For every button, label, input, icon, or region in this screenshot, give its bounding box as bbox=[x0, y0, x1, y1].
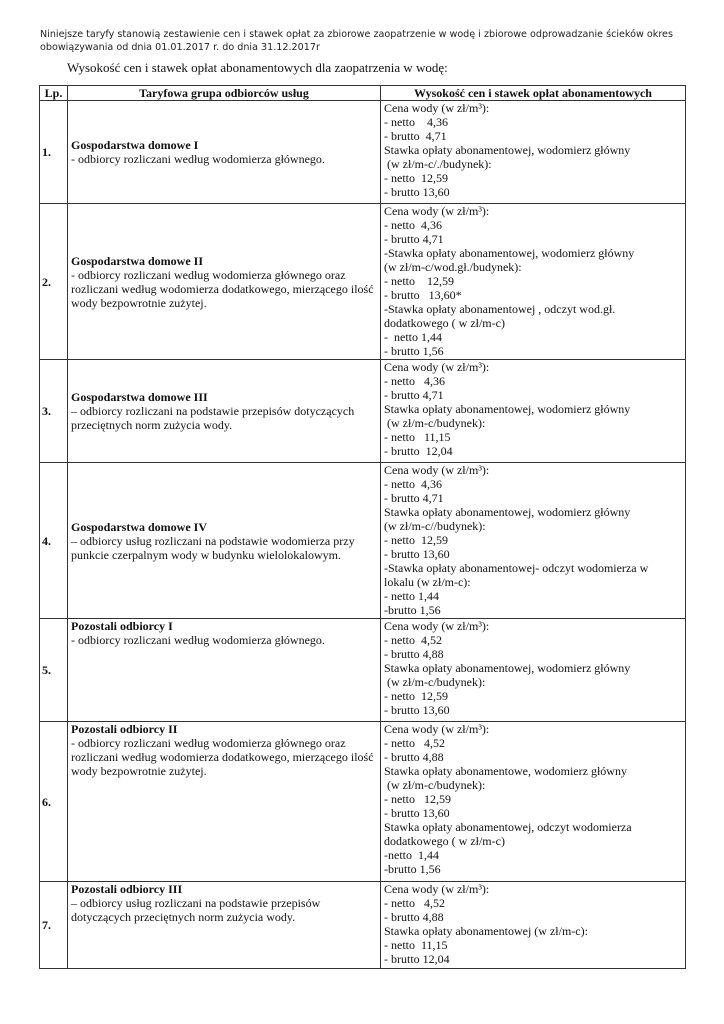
group-name: Gospodarstwa domowe III bbox=[71, 390, 208, 404]
group-description: - odbiorcy rozliczani według wodomierza głównego. bbox=[71, 633, 325, 647]
group-name: Gospodarstwa domowe II bbox=[71, 253, 204, 268]
rate-line: Cena wody (w zł/m³): bbox=[384, 101, 490, 115]
rate-line: dodatkowego ( w zł/m-c) bbox=[384, 834, 505, 848]
rate-line: (w zł/m-c/budynek): bbox=[384, 416, 486, 430]
table-row bbox=[40, 722, 686, 882]
rate-line: - brutto 12,04 bbox=[384, 952, 450, 966]
rate-line: - brutto 13,60 bbox=[384, 703, 450, 717]
group-cell bbox=[68, 204, 381, 360]
rates-cell bbox=[381, 882, 686, 969]
rate-line: Stawka opłaty abonamentowej, wodomierz główny bbox=[384, 661, 631, 675]
rate-line: Stawka opłaty abonamentowe, wodomierz główny bbox=[384, 764, 627, 778]
rate-line: Cena wody (w zł/m³): bbox=[384, 360, 490, 374]
rates-cell bbox=[381, 722, 686, 882]
rate-line: -Stawka opłaty abonamentowej , odczyt wod.gł. bbox=[384, 302, 616, 316]
group-cell bbox=[68, 722, 381, 882]
rate-line: Stawka opłaty abonamentowej, wodomierz główny bbox=[384, 143, 631, 157]
rate-line: - brutto 12,04 bbox=[384, 444, 453, 458]
rate-line: - brutto 1,56 bbox=[384, 344, 444, 358]
rate-line: - netto 12,59 bbox=[384, 171, 448, 185]
rate-line: - netto 12,59 bbox=[384, 689, 448, 703]
rate-line: - brutto 4,71 bbox=[384, 129, 447, 143]
header-lp: Lp. bbox=[40, 86, 68, 101]
group-name: Gospodarstwa domowe IV bbox=[71, 519, 208, 534]
section-heading: Wysokość cen i stawek opłat abonamentowych dla zaopatrzenia w wodę: bbox=[67, 60, 448, 75]
table-row bbox=[40, 882, 686, 969]
rate-line: - brutto 4,71 bbox=[384, 388, 444, 402]
rates-cell bbox=[381, 101, 686, 204]
header-group: Taryfowa grupa odbiorców usług bbox=[68, 86, 381, 101]
rate-line: (w zł/m-c//budynek): bbox=[384, 519, 486, 533]
row-number: 5. bbox=[40, 619, 68, 722]
row-number: 4. bbox=[40, 463, 68, 619]
rates-cell bbox=[381, 204, 686, 360]
rate-line: - netto 1,44 bbox=[384, 330, 442, 344]
rate-line: - brutto 13,60* bbox=[384, 288, 462, 302]
rates-cell bbox=[381, 619, 686, 722]
rate-line: - netto 4,52 bbox=[384, 736, 445, 750]
group-description: – odbiorcy rozliczani na podstawie przepisów dotyczących przeciętnych norm zużycia wody. bbox=[71, 404, 355, 432]
table-row bbox=[40, 204, 686, 360]
rate-line: - netto 12,59 bbox=[384, 792, 451, 806]
group-cell bbox=[68, 101, 381, 204]
rate-line: -brutto 1,56 bbox=[384, 862, 441, 876]
group-name: Pozostali odbiorcy I bbox=[71, 619, 173, 633]
rate-line: - netto 1,44 bbox=[384, 589, 439, 603]
group-description: – odbiorcy usług rozliczani na podstawie wodomierza przy punkcie czerpalnym wody w budynku wielolokalowym. bbox=[71, 533, 355, 562]
group-name: Pozostali odbiorcy II bbox=[71, 722, 178, 736]
rate-line: - brutto 4,88 bbox=[384, 647, 444, 661]
rate-line: - brutto 4,88 bbox=[384, 750, 444, 764]
rate-line: - brutto 4,71 bbox=[384, 491, 444, 505]
rates-cell bbox=[381, 463, 686, 619]
rate-line: Cena wody (w zł/m³): bbox=[384, 882, 490, 896]
rate-line: - netto 4,36 bbox=[384, 374, 445, 388]
rate-line: - brutto 13,60 bbox=[384, 547, 450, 561]
row-number: 6. bbox=[40, 722, 68, 882]
rate-line: - brutto 13,60 bbox=[384, 806, 450, 820]
group-name: Gospodarstwa domowe I bbox=[71, 138, 199, 152]
table-header-row bbox=[40, 86, 686, 101]
group-cell bbox=[68, 882, 381, 969]
row-number: 1. bbox=[40, 101, 68, 204]
rate-line: - netto 4,36 bbox=[384, 115, 448, 129]
rate-line: dodatkowego ( w zł/m-c) bbox=[384, 316, 505, 330]
group-description: - odbiorcy rozliczani według wodomierza głównego oraz rozliczani według wodomierza dodatkowego, mierzącego ilość wody bezpowrotnie zużytej. bbox=[71, 736, 374, 778]
rate-line: Stawka opłaty abonamentowej, odczyt wodomierza bbox=[384, 820, 632, 834]
rate-line: - netto 12,59 bbox=[384, 533, 448, 547]
rate-line: (w zł/m-c/budynek): bbox=[384, 778, 486, 792]
group-name: Pozostali odbiorcy III bbox=[71, 882, 183, 896]
rate-line: (w zł/m-c/budynek): bbox=[384, 675, 486, 689]
rate-line: -brutto 1,56 bbox=[384, 603, 441, 617]
row-number: 7. bbox=[40, 882, 68, 969]
group-description: - odbiorcy rozliczani według wodomierza głównego. bbox=[71, 152, 325, 166]
rate-line: - netto 4,52 bbox=[384, 896, 445, 910]
rate-line: - netto 11,15 bbox=[384, 430, 451, 444]
rate-line: Stawka opłaty abonamentowej, wodomierz główny bbox=[384, 505, 631, 519]
rate-line: Cena wody (w zł/m³): bbox=[384, 463, 490, 477]
table-row bbox=[40, 619, 686, 722]
rate-line: - brutto 4,88 bbox=[384, 910, 444, 924]
rate-line: -Stawka opłaty abonamentowej- odczyt wodomierza w bbox=[384, 561, 649, 575]
rate-line: - netto 11,15 bbox=[384, 938, 448, 952]
rate-line: Stawka opłaty abonamentowej (w zł/m-c): bbox=[384, 924, 588, 938]
row-number: 2. bbox=[40, 204, 68, 360]
rate-line: - brutto 13,60 bbox=[384, 185, 450, 199]
group-cell bbox=[68, 463, 381, 619]
table-row bbox=[40, 360, 686, 463]
tariff-table bbox=[39, 85, 686, 969]
rate-line: - brutto 4,71 bbox=[384, 232, 444, 246]
table-row bbox=[40, 101, 686, 204]
group-cell bbox=[68, 360, 381, 463]
rate-line: Cena wody (w zł/m³): bbox=[384, 619, 490, 633]
group-description: - odbiorcy rozliczani według wodomierza głównego oraz rozliczani według wodomierza dodatkowego, mierzącego ilość wody bezpowrotnie zużytej. bbox=[71, 267, 374, 310]
rate-line: - netto 12,59 bbox=[384, 274, 454, 288]
rate-line: - netto 4,36 bbox=[384, 477, 442, 491]
rate-line: (w zł/m-c/./budynek): bbox=[384, 157, 492, 171]
table-row bbox=[40, 463, 686, 619]
row-number: 3. bbox=[40, 360, 68, 463]
rate-line: (w zł/m-c/wod.gł./budynek): bbox=[384, 260, 522, 274]
intro-paragraph: Niniejsze taryfy stanowią zestawienie cen i stawek opłat za zbiorowe zaopatrzenie w wodę i zbiorowe odprowadzanie ścieków okres obowiązywania od dnia 01.01.2017 r. do dnia 31.12.2017r bbox=[40, 29, 673, 53]
header-rates: Wysokość cen i stawek opłat abonamentowych bbox=[381, 86, 686, 101]
rates-cell bbox=[381, 360, 686, 463]
rate-line: Cena wody (w zł/m³): bbox=[384, 204, 490, 218]
rate-line: lokalu (w zł/m-c): bbox=[384, 575, 471, 589]
rate-line: - netto 4,36 bbox=[384, 218, 442, 232]
group-cell bbox=[68, 619, 381, 722]
group-description: – odbiorcy usług rozliczani na podstawie przepisów dotyczących przeciętnych norm zużycia wody. bbox=[71, 896, 321, 924]
rate-line: - netto 4,52 bbox=[384, 633, 442, 647]
rate-line: Cena wody (w zł/m³): bbox=[384, 722, 490, 736]
rate-line: Stawka opłaty abonamentowej, wodomierz główny bbox=[384, 402, 631, 416]
rate-line: -netto 1,44 bbox=[384, 848, 439, 862]
rate-line: -Stawka opłaty abonamentowej, wodomierz główny bbox=[384, 246, 635, 260]
